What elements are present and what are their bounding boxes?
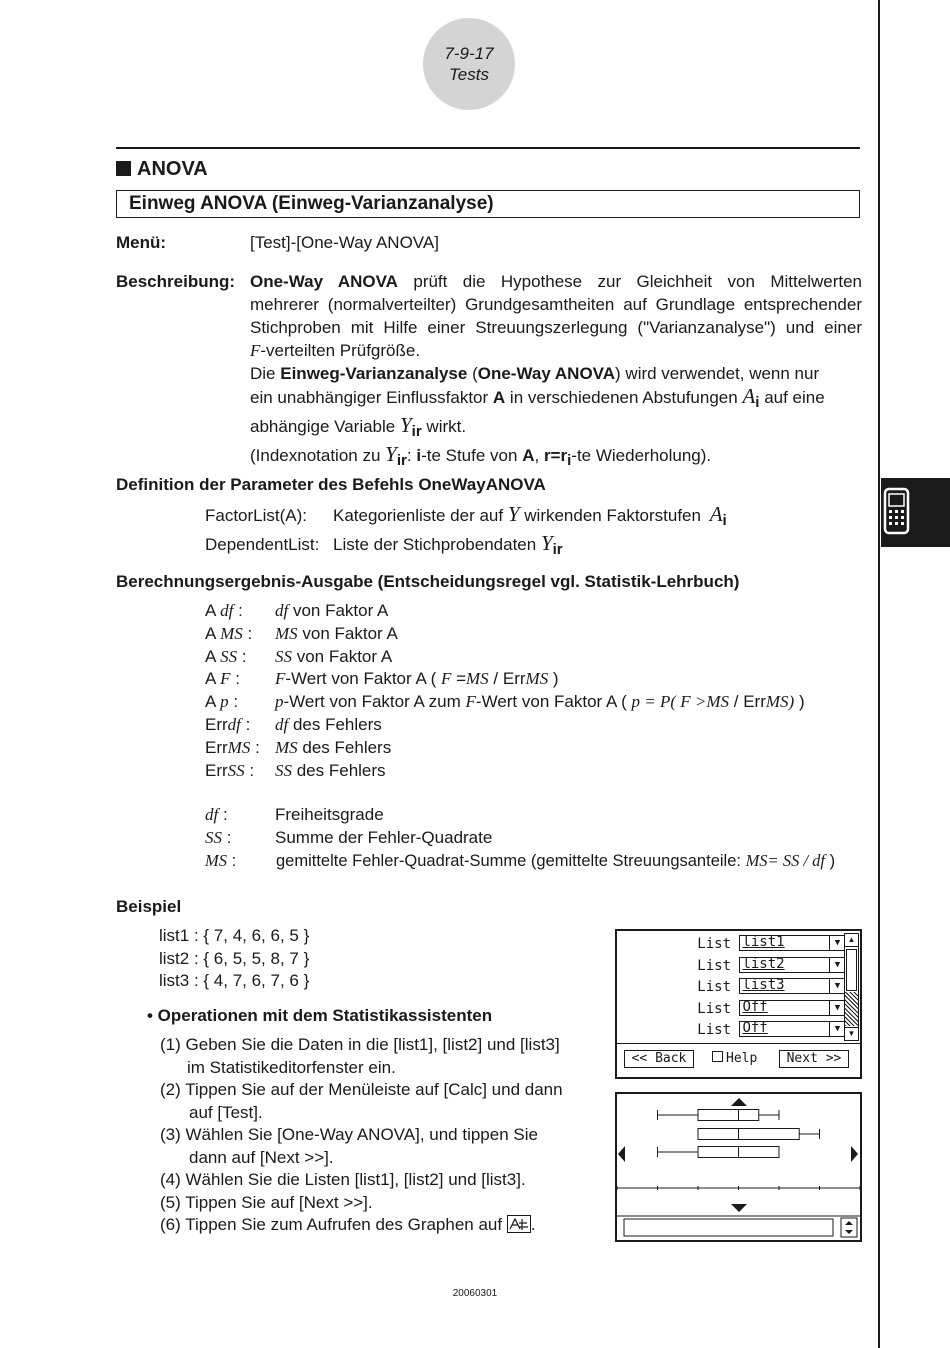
description-label: Beschreibung: [116,272,236,291]
description-text: One-Way ANOVA prüft die Hypothese zur Gleichheit von Mittelwerten mehrerer (normalverteilter) Grundgesamtheiten auf Grundlage entsprechender Stichproben mit Hilfe einer Streuungszerlegung ("Varianzanalyse") und einer F-verteilten Prüfgröße. Die Einweg-Varianzanalyse (One-Way ANOVA) wird verwendet, wenn nur ein unabhängiger Einflussfaktor A in verschiedenen Abstufungen Ai auf eine abhängige Variable Yir wirkt. (Indexnotation zu Yir: i-te Stufe von A, r=ri-te Wiederholung). [250,272,862,469]
list-select[interactable]: list1 ▼ [739,935,845,951]
scrollbar[interactable] [844,933,859,1041]
menu-label: Menü: [116,233,167,252]
scroll-up-icon: ▲ [845,934,858,947]
help-checkbox[interactable]: Help [712,1051,757,1066]
list-select[interactable]: list2 ▼ [739,957,845,973]
boxplot-box [698,1129,799,1140]
parameters-list: FactorList(A): Kategorienliste der auf Y wirkenden Faktorstufen Ai DependentList: Liste der Stichprobendaten Yir [205,502,727,558]
page-number-badge [423,18,515,110]
subsection-title: Einweg ANOVA (Einweg-Varianzanalyse) [116,190,860,218]
chapter-tab [881,478,950,547]
scroll-up-arrow [731,1098,747,1106]
square-bullet-icon [116,161,131,176]
symbol-legend: df : Freiheitsgrade SS : Summe der Fehler-Quadrate MS : gemittelte Fehler-Quadrat-Summe (gemittelte Streuungsanteile: MS= SS / df ) [205,805,836,870]
list-row: List list3 ▼ [617,978,839,1000]
dropdown-arrow-icon: ▼ [829,1022,844,1036]
graph-icon [507,1215,531,1240]
list-select[interactable]: Off ▼ [739,1021,845,1037]
example-lists [159,925,309,993]
list-row: List Off ▼ [617,1021,839,1035]
section-heading [116,158,208,181]
scroll-left-arrow [618,1146,625,1162]
output-rows: A df : df von Faktor A A MS : MS von Faktor A A SS : SS von Faktor A A F : F-Wert von Faktor A ( F =MS / ErrMS ) A p : p-Wert von Faktor A zum F-Wert von Faktor A ( p = P( F >MS / ErrMS) ) Errdf : df des Fehlers ErrMS : MS des Fehlers ErrSS : SS des Fehlers [205,601,805,780]
list-row: List list1 ▼ [617,935,839,957]
scroll-right-arrow [851,1146,858,1162]
dropdown-arrow-icon: ▼ [829,936,844,950]
next-button[interactable]: Next >> [779,1050,849,1068]
list-item: list1 : { 7, 4, 6, 6, 5 } [159,926,310,945]
example-heading: Beispiel [116,897,182,916]
scroll-thumb [846,949,857,991]
boxplot-box [698,1110,759,1121]
graph-screen [615,1092,862,1242]
steps-list: (1) Geben Sie die Daten in die [list1], [list2] und [list3] im Statistikeditorfenster ein. (2) Tippen Sie auf der Menüleiste auf [Calc] und dann auf [Test]. (3) Wählen Sie [One-Way ANOVA], und tippen Sie dann auf [Next >>]. (4) Wählen Sie die Listen [list1], [list2] und [list3]. (5) Tippen Sie auf [Next >>]. (6) Tippen Sie zum Aufrufen des Graphen auf . [160,1034,563,1240]
calculator-icon [881,478,950,547]
operations-heading: • Operationen mit dem Statistikassistenten [147,1006,493,1025]
dropdown-arrow-icon: ▼ [829,958,844,972]
parameters-heading: Definition der Parameter des Befehls OneWayANOVA [116,475,546,494]
list-item: list3 : { 4, 7, 6, 7, 6 } [159,971,310,990]
right-margin-rule [878,0,880,1348]
list-select[interactable]: Off ▼ [739,1000,845,1016]
dropdown-arrow-icon: ▼ [829,1001,844,1015]
section-name: Tests [448,65,489,84]
section-title: ANOVA [137,158,208,180]
list-row: List Off ▼ [617,1000,839,1022]
list-select[interactable]: list3 ▼ [739,978,845,994]
wizard-screen [615,929,862,1079]
boxplot-chart [617,1094,860,1240]
page-number: 7-9-17 [444,44,494,63]
dropdown-arrow-icon: ▼ [829,979,844,993]
menu-path: [Test]-[One-Way ANOVA] [250,233,439,252]
footer-code: 20060301 [452,1288,498,1299]
scroll-down-arrow [731,1204,747,1212]
scroll-down-icon: ▼ [845,1027,858,1040]
list-item: list2 : { 6, 5, 5, 8, 7 } [159,948,310,968]
back-button[interactable]: << Back [624,1050,694,1068]
output-heading: Berechnungsergebnis-Ausgabe (Entscheidungsregel vgl. Statistik-Lehrbuch) [116,572,740,591]
top-rule [116,147,860,149]
list-row: List list2 ▼ [617,957,839,979]
